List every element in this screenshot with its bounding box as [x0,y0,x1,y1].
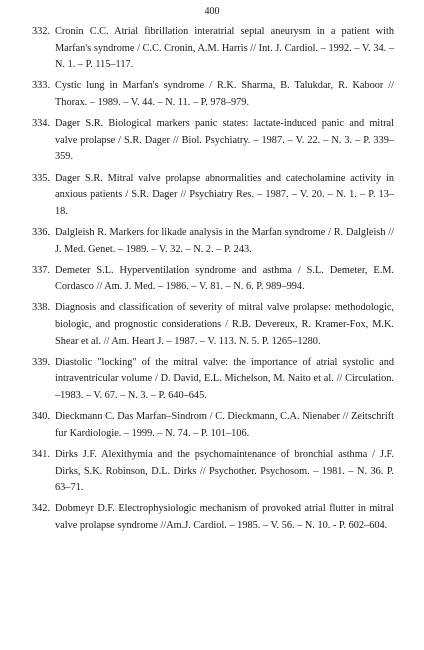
reference-text: Dager S.R. Mitral valve prolapse abnormalities and catecholamine activity in anxious patients / S.R. Dager // Psychiatry Res. – 1987. – V. 20. – N. 1. – P. 13–18. [55,172,394,217]
reference-item [32,225,394,258]
reference-item [32,501,394,534]
reference-item [32,263,394,296]
reference-item [32,171,394,221]
reference-text: Dieckmann C. Das Marfan–Sindrom / C. Dieckmann, C.A. Nienaber // Zeitschrift fur Kardiologie. – 1999. – N. 74. – P. 101–106. [55,411,394,439]
reference-number: 336. [32,226,51,238]
reference-text: Cystic lung in Marfan's syndrome / R.K. Sharma, B. Talukdar, R. Kaboor // Thorax. – 1989. – V. 44. – N. 11. – P. 978–979. [55,80,394,108]
reference-item [32,300,394,350]
reference-text: Dirks J.F. Alexithymia and the psychomaintenance of bronchial asthma / J.F. Dirks, S.K. Robinson, D.L. Dirks // Psychother. Psychosom. – 1981. – N. 36. P. 63–71. [55,449,394,494]
reference-number: 333. [32,80,51,92]
page-number: 400 [204,6,220,17]
reference-text: Demeter S.L. Hyperventilation syndrome and asthma / S.L. Demeter, E.M. Cordasco // Am. J. Med. – 1986. – V. 81. – N. 6. P. 989–994. [55,264,394,293]
reference-number: 338. [32,302,51,314]
reference-number: 337. [32,264,51,276]
reference-number: 340. [32,411,51,423]
reference-text: Dalgleish R. Markers for likade analysis in the Marfan syndrome / R. Dalgleish // J. Med. Genet. – 1989. – V. 32. – N. 2. – P. 243. [55,226,394,255]
reference-list [32,24,394,539]
reference-number: 341. [32,449,51,460]
reference-text: Diastolic "locking" of the mitral valve: the importance of atrial systolic and intraventricular volume / D. David, E.L. Michelson, M. Naito et al. // Circulation. –1983. – V. 67. – N. 3. – P. 640–645. [55,356,394,402]
reference-item [32,24,394,74]
reference-item [32,447,394,497]
reference-number: 342. [32,503,51,515]
reference-item [32,116,394,166]
reference-item [32,78,394,111]
reference-number: 334. [32,118,51,130]
reference-text: Dobmeyr D.F. Electrophysiologic mechanism of provoked atrial flutter in mitral valve prolapse syndrome //Am.J. Cardiol. – 1985. – V. 56. – N. 10. - P. 602–604. [55,503,394,531]
reference-text: Diagnosis and classification of severity of mitral valve prolapse: methodologic, biologic, and prognostic considerations / R.B. Devereux, R. Kramer-Fox, M.K. Shear et al. // Am. Heart J. – 1987. – V. 113. N. 5. P. 1265–1280. [55,302,394,347]
reference-number: 339. [32,356,51,368]
reference-item [32,409,394,442]
reference-text: Cronin C.C. Atrial fibrillation interatrial septal aneurysm in a patient with Marfan's syndrome / C.C. Cronin, A.M. Harris // Int. J. Cardiol. – 1992. – V. 34. – N. 1. – P. 115–117. [55,26,394,71]
reference-number: 335. [32,172,51,184]
reference-item [32,355,394,405]
reference-number: 332. [32,26,51,37]
reference-text: Dager S.R. Biological markers panic states: lactate-induced panic and mitral valve prolapse / S.R. Dager // Biol. Psychiatry. – 1987. – V. 22. – N. 3. – P. 339–359. [55,118,394,163]
